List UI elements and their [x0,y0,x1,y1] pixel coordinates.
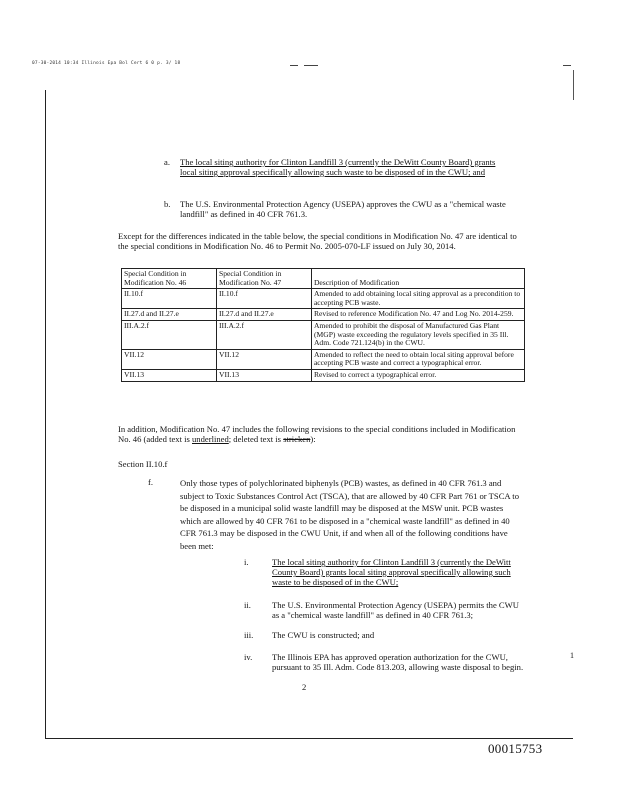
modifications-table [121,268,525,382]
addition-underlined-word: underlined [192,434,229,444]
sub-item-iii-text: The CWU is constructed; and [272,630,375,640]
condition-b-label: b. [164,199,171,209]
sub-item-iv-text: The Illinois EPA has approved operation authorization for the CWU, pursuant to 35 Ill. Adm. Code 813.203, allowing waste disposal to begin. [272,652,524,672]
cell-mod-46: II.10.f [122,289,217,309]
addition-text-middle: ; deleted text is [228,434,284,444]
cell-mod-46: II.27.d and II.27.e [122,309,217,321]
section-heading: Section II.10.f [118,459,168,469]
cell-description: Amended to reflect the need to obtain local siting approval before accepting PCB waste and correct a typographical error. [311,349,524,369]
cell-mod-47: III.A.2.f [216,320,311,349]
cell-mod-47: II.10.f [216,289,311,309]
scan-dash [290,65,298,66]
addition-text-after: ): [310,434,316,444]
fax-header: 07-30-2014 10:34 Illinois Epa Bol Cert 6 0 p. 3/ 18 [32,61,181,66]
cell-mod-47: VII.12 [216,349,311,369]
page-border-left [45,90,46,738]
header-description: Description of Modification [311,269,524,289]
intro-paragraph: Except for the differences indicated in the table below, the special conditions in Modification No. 47 are identical to the special conditions in Modification No. 46 to Permit No. 2005-070-LF issued on July 30, 2014. [118,231,517,251]
header-mod-46: Special Condition in Modification No. 46 [122,269,217,289]
cell-description: Revised to reference Modification No. 47 and Log No. 2014-259. [311,309,524,321]
addition-struck-word: stricken [283,434,311,444]
condition-a-text: The local siting authority for Clinton Landfill 3 (currently the DeWitt County Board) grants local siting approval specifically allowing such waste to be disposed of in the CWU; and [180,157,496,177]
cell-description: Revised to correct a typographical error. [311,369,524,381]
addition-paragraph [118,424,526,444]
sub-item-iv-label: iv. [244,652,253,662]
sub-item-i-text: The local siting authority for Clinton Landfill 3 (currently the DeWitt County Board) grants local siting approval specifically allowing such waste to be disposed of in the CWU; [272,557,511,587]
section-item-label: f. [148,477,154,487]
table-row [122,309,525,321]
section-item-text: Only those types of polychlorinated biphenyls (PCB) wastes, as defined in 40 CFR 761.3 and subject to Toxic Substances Control Act (TSCA), that are allowed by 40 CFR Part 761 or TSCA to be disposed in a municipal solid waste landfill may be disposed at the MSW unit. PCB wastes which are allowed by 40 CFR 761 to be disposed in a "chemical waste landfill" as defined in 40 CFR 761.3 may be disposed in the CWU Unit, if and when all of the following conditions have been met: [180,478,519,551]
header-mod-47: Special Condition in Modification No. 47 [216,269,311,289]
sub-item-ii-text: The U.S. Environmental Protection Agency (USEPA) permits the CWU as a "chemical waste landfill" as defined in 40 CFR 761.3; [272,600,519,620]
table-header-row [122,269,525,289]
cell-description: Amended to add obtaining local siting approval as a precondition to accepting PCB waste. [311,289,524,309]
cell-mod-46: III.A.2.f [122,320,217,349]
page-border-bottom [45,738,573,739]
cell-description: Amended to prohibit the disposal of Manufactured Gas Plant (MGP) waste exceeding the regulatory levels specified in 35 Ill. Adm. Code 721.124(b) in the CWU. [311,320,524,349]
cell-mod-47: VII.13 [216,369,311,381]
table-row [122,320,525,349]
table-row [122,289,525,309]
page-border-right [573,70,574,100]
scan-dash [563,65,571,66]
cell-mod-46: VII.13 [122,369,217,381]
table-row [122,349,525,369]
table-row [122,369,525,381]
margin-mark: 1 [570,651,574,660]
sub-item-ii-label: ii. [244,600,251,610]
bates-number: 00015753 [488,741,543,756]
condition-a-label: a. [164,157,170,167]
page-number: 2 [302,682,307,692]
condition-b-text: The U.S. Environmental Protection Agency (USEPA) approves the CWU as a "chemical waste landfill" as defined in 40 CFR 761.3. [180,199,506,219]
cell-mod-47: II.27.d and II.27.e [216,309,311,321]
scan-dash [304,65,318,66]
cell-mod-46: VII.12 [122,349,217,369]
sub-item-i-label: i. [244,557,249,567]
sub-item-iii-label: iii. [244,630,254,640]
addition-text-before: In addition, Modification No. 47 includes the following revisions to the special conditions included in Modification No. 46 (added text is [118,424,516,444]
